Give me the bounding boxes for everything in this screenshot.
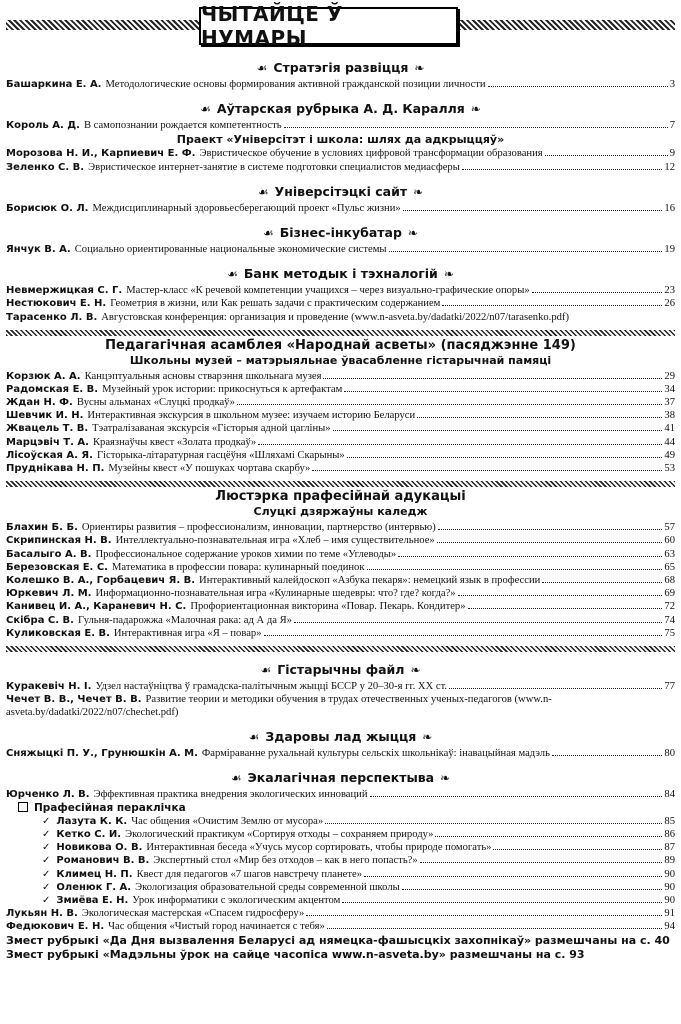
entry-author: Морозова Н. И., Карпиевич Е. Ф. (6, 148, 196, 160)
contents-banner (6, 4, 675, 50)
section-title: Экалагічная перспектыва (247, 770, 435, 786)
entry-page: 69 (664, 588, 675, 600)
toc-entry[interactable] (6, 78, 675, 91)
toc-entry[interactable] (6, 284, 675, 297)
section-title: Здаровы лад жыцця (265, 729, 417, 745)
entry-page: 86 (664, 828, 675, 840)
entry-title: Гісторыка-літаратурная гасцёўня «Шляхамі Скарыны» (96, 449, 345, 461)
leader-dots (417, 417, 662, 418)
group-label-text: Прафесійная пераклічка (34, 801, 186, 814)
leader-dots (347, 457, 663, 458)
entry-title: Экспертный стол «Мир без отходов – как в него попасть?» (153, 855, 418, 867)
leader-dots (258, 444, 662, 445)
entry-author: Змиёва Е. Н. (56, 894, 129, 906)
assembly-subtitle: Школьны музей – матэрыяльнае ўвасабленне гістарычнай памяці (129, 353, 552, 367)
leader-dots (449, 688, 662, 689)
toc-entry[interactable] (6, 574, 675, 587)
entry-page: 37 (664, 397, 675, 409)
entry-page: 9 (669, 148, 675, 160)
entry-page: 7 (669, 120, 675, 132)
section-title: Аўтарская рубрыка А. Д. Каралля (216, 101, 465, 117)
toc-entry[interactable] (6, 894, 675, 907)
leader-dots (438, 529, 663, 530)
entry-author: Блахин Б. Б. (6, 522, 78, 534)
entry-page: 90 (664, 881, 675, 893)
ornament-left-icon: ☙ (256, 61, 268, 75)
entry-page: 29 (664, 370, 675, 382)
entry-author: Романович В. В. (56, 855, 150, 867)
entry-title: Квест для педагогов «7 шагов навстречу планете» (136, 868, 363, 880)
entry-author: Башаркина Е. А. (6, 79, 102, 90)
section-heading (6, 770, 675, 785)
toc-entry[interactable] (6, 534, 675, 547)
entry-page: 84 (664, 789, 675, 801)
entry-author: Куликовская Е. В. (6, 627, 110, 639)
toc-entry[interactable] (6, 243, 675, 256)
entry-page: 65 (664, 561, 675, 573)
checkmark-icon: ✓ (42, 868, 51, 880)
entry-page: 34 (664, 383, 675, 395)
ornament-left-icon: ☙ (257, 184, 269, 199)
leader-dots (493, 849, 662, 850)
entry-author: Куракевіч Н. І. (6, 681, 92, 693)
toc-entry[interactable] (6, 788, 675, 801)
entry-title: Междисциплинарный здоровьесберегающий проект «Пульс жизни» (92, 202, 401, 214)
toc-entry[interactable] (6, 828, 675, 841)
leader-dots (264, 635, 663, 636)
banner-title: ЧЫТАЙЦЕ Ў НУМАРЫ (201, 2, 343, 50)
entry-author: Зеленко С. В. (6, 161, 85, 173)
entry-title: Интерактивная беседа «Учусь мусор сортировать, чтобы природе помогать» (146, 842, 492, 854)
toc-entry[interactable] (6, 548, 675, 561)
entry-author: Канивец И. А., Караневич Н. С. (6, 601, 187, 613)
checkmark-icon: ✓ (42, 894, 51, 906)
ornament-left-icon: ☙ (248, 730, 260, 745)
entry-page: 85 (664, 815, 675, 827)
entry-author: Ждан Н. Ф. (6, 397, 73, 409)
entry-title: Фарміраванне рухальнай культуры сельскіх школьнікаў: інавацыйная мадэль (201, 748, 550, 760)
toc-entry[interactable] (6, 119, 675, 132)
ornament-left-icon: ☙ (263, 226, 274, 241)
entry-page: 77 (664, 681, 675, 693)
leader-dots (442, 305, 662, 306)
leader-dots (327, 928, 663, 929)
entry-page: 41 (664, 423, 675, 435)
entry-title: Профориентационная викторина «Повар. Пекарь. Кондитер» (190, 601, 466, 613)
entry-author: Колешко В. А., Горбацевич Я. В. (6, 575, 196, 587)
checkmark-icon: ✓ (42, 842, 51, 854)
entry-author: Пруднікава Н. П. (6, 463, 105, 475)
ornament-right-icon: ❧ (440, 771, 451, 786)
entry-title: Развитие теории и методики обучения в трудах отечественных ученых-педагогов (www.n-asveta.by/dadatki/2022/n07/chechet.pdf) (6, 694, 552, 719)
section-divider (6, 481, 675, 487)
entry-author: Федюкович Е. Н. (6, 921, 105, 933)
toc-entry[interactable] (6, 383, 675, 396)
entry-author: Янчук В. А. (6, 244, 71, 256)
entry-title: Музейный урок истории: прикоснуться к артефактам (102, 383, 343, 395)
entry-title: Методологические основы формирования активной гражданской позиции личности (105, 79, 486, 90)
entry-title: Час общения «Чистый город начинается с тебя» (108, 921, 325, 933)
entry-page: 57 (664, 522, 675, 534)
leader-dots (364, 876, 662, 877)
entry-author: Басалыго А. В. (6, 548, 92, 560)
toc-entry[interactable] (6, 422, 675, 435)
entry-title: Тэатралізаваная экскурсія «Гісторыя адной цагліны» (92, 423, 331, 435)
entry-title: Удзел настаўніцтва ў грамадска-палітычным жыцці БССР у 20–30-я гг. XX ст. (95, 681, 448, 693)
leader-dots (532, 292, 663, 293)
section-title: Бізнес-інкубатар (279, 225, 402, 241)
entry-author: Лукьян Н. В. (6, 908, 78, 920)
leader-dots (402, 889, 663, 890)
toc-entry[interactable] (6, 747, 675, 760)
entry-title: Августовская конференция: организация и проведение (www.n-asveta.by/dadatki/2022/n07/tarasenko.pdf) (101, 311, 569, 323)
entry-author: Оленюк Г. А. (56, 881, 132, 893)
entry-page: 75 (664, 627, 675, 639)
entry-page: 74 (664, 614, 675, 626)
entry-page: 19 (664, 244, 675, 256)
leader-dots (333, 430, 663, 431)
entry-author: Чечет В. В., Чечет В. В. (6, 694, 142, 706)
entry-author: Юрченко Л. В. (6, 789, 90, 801)
entry-title: Эвристическое обучение в условиях цифровой трансформации образования (199, 148, 543, 160)
entry-author: Шевчик И. Н. (6, 410, 84, 422)
ornament-right-icon: ❧ (410, 663, 421, 678)
entry-page: 72 (664, 601, 675, 613)
section-divider (6, 646, 675, 652)
entry-title: Геометрия в жизни, или Как решать задачи с практическим содержанием (110, 298, 441, 310)
entry-author: Марцэвіч Т. А. (6, 436, 89, 448)
leader-dots (420, 862, 663, 863)
entry-author: Корзюк А. А. (6, 370, 81, 382)
toc-entry[interactable] (6, 868, 675, 881)
entry-title: Экологизация образовательной среды современной школы (135, 881, 400, 893)
entry-page: 53 (664, 463, 675, 475)
section-heading (6, 266, 675, 281)
leader-dots (389, 251, 663, 252)
section-divider (6, 330, 675, 336)
entry-title: Канцэптуальныя асновы стварэння школьнага музея (84, 370, 322, 382)
checkmark-icon: ✓ (42, 828, 51, 840)
leader-dots (323, 378, 662, 379)
entry-page: 94 (664, 921, 675, 933)
toc-entry[interactable] (6, 627, 675, 640)
section-heading (6, 729, 675, 744)
entry-page: 60 (664, 535, 675, 547)
toc-entry[interactable] (6, 561, 675, 574)
ornament-left-icon: ☙ (260, 663, 272, 678)
toc-entry[interactable] (6, 907, 675, 920)
ornament-right-icon: ❧ (443, 267, 454, 282)
project-subtitle: Праект «Універсітэт і школа: шлях да адкрыццяў» (176, 133, 505, 147)
toc-entry[interactable] (6, 693, 675, 719)
ornament-left-icon: ☙ (227, 267, 238, 282)
section-title: Стратэгія развіцця (273, 60, 409, 75)
entry-author: Скрипинская Н. В. (6, 535, 112, 547)
entry-page: 12 (664, 161, 675, 173)
section-heading (6, 662, 675, 677)
entry-page: 16 (664, 202, 675, 214)
entry-page: 49 (664, 449, 675, 461)
entry-author: Березовская Е. С. (6, 561, 108, 573)
toc-entry[interactable] (6, 370, 675, 383)
entry-title: Эффективная практика внедрения экологических инноваций (93, 789, 368, 801)
entry-page: 63 (664, 548, 675, 560)
leader-dots (545, 155, 668, 156)
leader-dots (284, 127, 668, 128)
toc-entry[interactable] (6, 521, 675, 534)
entry-title: Интерактивная экскурсия в школьном музее: изучаем историю Беларуси (87, 410, 416, 422)
leader-dots (435, 836, 662, 837)
entry-title: Час общения «Очистим Землю от мусора» (131, 815, 324, 827)
toc-entry[interactable] (6, 881, 675, 894)
mirror-title: Люстэрка прафесійнай адукацыі (215, 489, 466, 505)
entry-author: Нестюкович Е. Н. (6, 298, 107, 310)
section-heading (6, 101, 675, 116)
toc-entry[interactable] (6, 409, 675, 422)
toc-entry[interactable] (6, 147, 675, 160)
leader-dots (325, 823, 662, 824)
leader-dots (552, 755, 662, 756)
entry-page: 90 (664, 894, 675, 906)
entry-author: Борисюк О. Л. (6, 202, 89, 214)
checkbox-square-icon (18, 802, 28, 812)
toc-entry[interactable] (6, 462, 675, 475)
leader-dots (458, 595, 663, 596)
leader-dots (367, 569, 663, 570)
ornament-right-icon: ❧ (470, 102, 481, 117)
entry-title: Интеллектуально-познавательная игра «Хлеб – имя существительное» (115, 535, 435, 547)
entry-title: Гульня-падарожжа «Малочная рака: ад А да Я» (77, 614, 292, 626)
group-label (6, 802, 675, 815)
entry-author: Кетко С. И. (56, 828, 122, 840)
leader-dots (306, 915, 662, 916)
leader-dots (468, 608, 663, 609)
leader-dots (342, 902, 662, 903)
leader-dots (403, 210, 663, 211)
toc-entry[interactable] (6, 449, 675, 462)
entry-author: Новикова О. В. (56, 842, 143, 854)
ornament-right-icon: ❧ (422, 730, 433, 745)
toc-entry[interactable] (6, 854, 675, 867)
entry-title: Урок информатики с экологическим акцентом (132, 894, 341, 906)
section-heading (6, 60, 675, 75)
leader-dots (370, 796, 663, 797)
entry-author: Лісоўская А. Я. (6, 449, 93, 461)
section-heading (6, 184, 675, 199)
section-title: Гістарычны файл (277, 662, 405, 678)
assembly-title: Педагагічная асамблея «Народнай асветы» (пасяджэнне 149) (105, 337, 576, 353)
toc-entry[interactable] (6, 920, 675, 933)
checkmark-icon: ✓ (42, 855, 51, 867)
ornament-left-icon: ☙ (200, 102, 211, 117)
entry-page: 68 (664, 575, 675, 587)
entry-title: Ориентиры развития – профессионализм, инновации, партнерство (интервью) (81, 522, 436, 534)
toc-entry[interactable] (6, 161, 675, 174)
entry-author: Юркевич Л. М. (6, 588, 92, 600)
banner-box (199, 2, 458, 50)
contents-list (6, 60, 675, 962)
entry-author: Тарасенко Л. В. (6, 311, 98, 323)
entry-author: Лазута К. К. (56, 815, 128, 827)
entry-page: 3 (669, 79, 675, 90)
mirror-subtitle: Слуцкі дзяржаўны каледж (253, 505, 428, 519)
entry-page: 87 (664, 842, 675, 854)
toc-entry[interactable] (6, 600, 675, 613)
toc-entry[interactable] (6, 614, 675, 627)
entry-page: 91 (664, 908, 675, 920)
entry-author: Король А. Д. (6, 120, 80, 132)
leader-dots (437, 542, 663, 543)
entry-page: 89 (664, 855, 675, 867)
entry-page: 90 (664, 868, 675, 880)
entry-title: Математика в профессии повара: кулинарный поединок (111, 561, 365, 573)
toc-entry[interactable] (6, 680, 675, 693)
section-title: Універсітэцкі сайт (274, 183, 408, 199)
leader-dots (542, 582, 662, 583)
entry-author: Радомская Е. В. (6, 383, 99, 395)
leader-dots (462, 169, 663, 170)
entry-page: 38 (664, 410, 675, 422)
entry-title: Интерактивный калейдоскоп «Азбука пекаря»: немецкий язык в профессии (199, 575, 541, 587)
footer-note: Змест рубрыкі «Да Дня вызвалення Беларусі ад нямецка-фашысцкіх захопнікаў» размешчаны на с. 40 (6, 933, 670, 947)
leader-dots (398, 556, 662, 557)
toc-entry[interactable] (6, 396, 675, 409)
section-heading (6, 225, 675, 240)
ornament-right-icon: ❧ (407, 226, 418, 241)
leader-dots (488, 86, 668, 87)
entry-author: Скібра С. В. (6, 614, 74, 626)
leader-dots (344, 391, 662, 392)
entry-author: Невмержицкая С. Г. (6, 285, 123, 297)
footer-note: Змест рубрыкі «Мадэльны ўрок на сайце часопіса www.n-asveta.by» размешчаны на с. 93 (6, 947, 585, 961)
entry-title: Профессиональное содержание уроков химии по теме «Углеводы» (95, 548, 397, 560)
toc-entry[interactable] (6, 587, 675, 600)
entry-title: Экологическая мастерская «Спасем гидросферу» (81, 908, 305, 920)
entry-title: Вусны альманах «Слуцкі продкаў» (76, 397, 235, 409)
checkmark-icon: ✓ (42, 815, 51, 827)
toc-entry[interactable] (6, 202, 675, 215)
entry-title: Эвристическое интернет-занятие в системе подготовки специалистов медиасферы (88, 161, 460, 173)
entry-page: 80 (664, 748, 675, 760)
toc-entry[interactable] (6, 841, 675, 854)
entry-title: Музейны квест «У пошуках чортава скарбу» (108, 463, 311, 475)
entry-title: В самопознании рождается компетентность (83, 120, 282, 132)
entry-author: Жвацель Т. В. (6, 423, 89, 435)
ornament-left-icon: ☙ (230, 771, 242, 786)
checkmark-icon: ✓ (42, 881, 51, 893)
entry-page: 44 (664, 436, 675, 448)
entry-title: Мастер-класс «К речевой компетенции учащихся – через визуально-графические опоры» (126, 285, 530, 297)
entry-page: 26 (664, 298, 675, 310)
entry-author: Сняжыцкі П. У., Грунюшкін А. М. (6, 748, 198, 760)
entry-title: Социально ориентированные национальные экономические системы (74, 244, 387, 256)
entry-author: Климец Н. П. (56, 868, 133, 880)
ornament-right-icon: ❧ (414, 61, 425, 75)
section-title: Банк методык і тэхналогій (243, 266, 438, 282)
toc-entry[interactable] (6, 311, 675, 324)
leader-dots (294, 622, 662, 623)
entry-title: Краязнаўчы квест «Золата продкаў» (92, 436, 257, 448)
leader-dots (312, 470, 662, 471)
leader-dots (237, 404, 663, 405)
entry-page: 23 (664, 285, 675, 297)
toc-entry[interactable] (6, 436, 675, 449)
ornament-right-icon: ❧ (413, 184, 424, 199)
entry-title: Экологический практикум «Сортируя отходы – сохраняем природу» (125, 828, 434, 840)
toc-entry[interactable] (6, 297, 675, 310)
entry-title: Информационно-познавательная игра «Кулинарные шедевры: что? где? когда?» (95, 588, 456, 600)
entry-title: Интерактивная игра «Я – повар» (113, 627, 262, 639)
toc-entry[interactable] (6, 815, 675, 828)
